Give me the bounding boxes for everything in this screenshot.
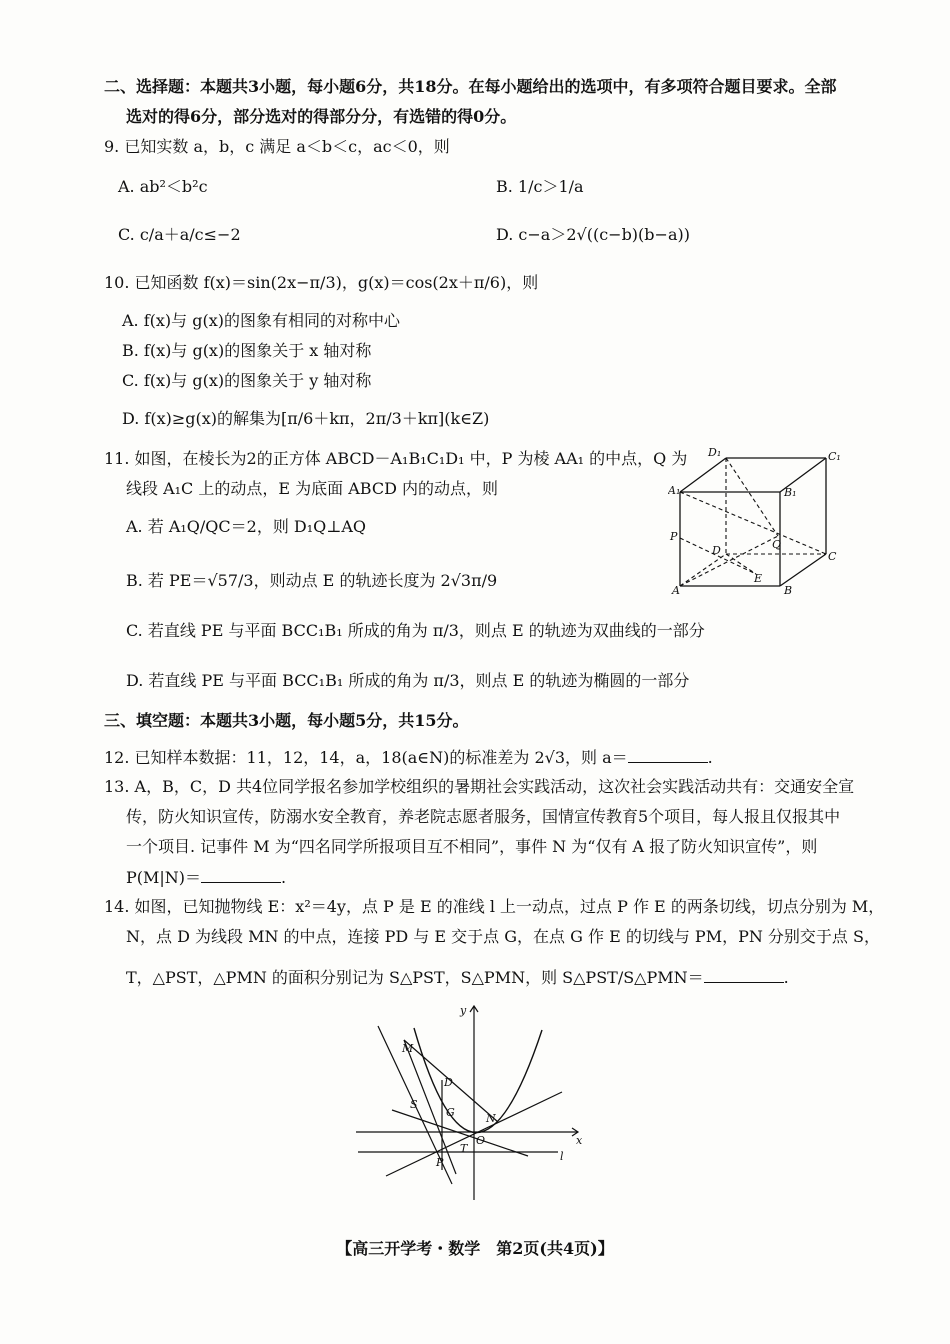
fig-label-x: x (576, 1134, 583, 1147)
cube-label-a1: A₁ (668, 484, 681, 497)
cube-label-b1: B₁ (784, 486, 797, 499)
q14-line1: 14. 如图，已知抛物线 E：x²＝4y，点 P 是 E 的准线 l 上一动点，过点 P 作 E 的两条切线，切点分别为 M， (104, 897, 885, 916)
cube-label-p: P (670, 530, 678, 543)
cube-label-c1: C₁ (828, 450, 841, 463)
q13-line3: 一个项目. 记事件 M 为“四名同学所报项目互不相同”，事件 N 为“仅有 A 报了防火知识宣传”，则 (126, 837, 818, 856)
cube-label-a: A (672, 584, 680, 597)
q12-answer-blank[interactable] (628, 746, 708, 763)
q12-text: 12. 已知样本数据：11，12，14，a，18(a∈N)的标准差为 2√3，则 a＝ (104, 748, 628, 767)
fig-label-y: y (460, 1004, 467, 1017)
q12-stem (104, 746, 713, 769)
q9-option-c: C. c/a＋a/c≤−2 (118, 225, 241, 244)
fig-label-s: S (410, 1098, 418, 1111)
q11-stem-line1: 11. 如图，在棱长为2的正方体 ABCD－A₁B₁C₁D₁ 中，P 为棱 AA₁ 的中点，Q 为 (104, 449, 688, 468)
q9-stem: 9. 已知实数 a，b，c 满足 a＜b＜c，ac＜0，则 (104, 137, 450, 156)
cube-label-q: Q (772, 538, 782, 551)
section3-heading: 三、填空题：本题共3小题，每小题5分，共15分。 (104, 711, 469, 730)
fig-label-n: N (486, 1112, 496, 1125)
q9-option-b: B. 1/c＞1/a (496, 177, 584, 196)
fig-label-m: M (402, 1042, 414, 1055)
cube-figure (668, 444, 848, 600)
section2-heading-line1: 二、选择题：本题共3小题，每小题6分，共18分。在每小题给出的选项中，有多项符合题目要求。全部 (104, 77, 837, 96)
cube-label-c: C (828, 550, 837, 563)
q11-option-a: A. 若 A₁Q/QC＝2，则 D₁Q⊥AQ (126, 517, 366, 536)
section2-heading-line2: 选对的得6分，部分选对的得部分分，有选错的得0分。 (126, 107, 517, 126)
fig-label-t: T (460, 1142, 468, 1155)
cube-label-d: D (712, 544, 721, 557)
q12-end: . (707, 748, 713, 767)
parabola-figure (352, 1000, 588, 1206)
q14-line2: N，点 D 为线段 MN 的中点，连接 PD 与 E 交于点 G，在点 G 作 E 的切线与 PM，PN 分别交于点 S， (126, 927, 880, 946)
q13-end: . (281, 868, 287, 887)
q9-option-d: D. c−a＞2√((c−b)(b−a)) (496, 225, 690, 244)
cube-label-b: B (784, 584, 793, 597)
q14-line3 (126, 966, 789, 989)
q10-stem: 10. 已知函数 f(x)＝sin(2x−π/3)，g(x)＝cos(2x＋π/6)，则 (104, 273, 539, 292)
q13-line1: 13. A，B，C，D 共4位同学报名参加学校组织的暑期社会实践活动，这次社会实践活动共有：交通安全宣 (104, 777, 855, 796)
fig-label-p: P (436, 1156, 444, 1169)
q9-option-a: A. ab²＜b²c (118, 177, 208, 196)
q11-option-d: D. 若直线 PE 与平面 BCC₁B₁ 所成的角为 π/3，则点 E 的轨迹为椭圆的一部分 (126, 671, 690, 690)
cube-label-d1: D₁ (708, 446, 722, 459)
q13-line4 (126, 866, 286, 889)
page-footer: 【高三开学考・数学 第2页(共4页)】 (336, 1239, 614, 1258)
q14-text: T，△PST，△PMN 的面积分别记为 S△PST，S△PMN，则 S△PST/S△PMN＝ (126, 968, 704, 987)
cube-label-e: E (754, 572, 763, 585)
fig-label-g: G (446, 1106, 455, 1119)
q11-stem-line2: 线段 A₁C 上的动点，E 为底面 ABCD 内的动点，则 (126, 479, 499, 498)
q11-option-c: C. 若直线 PE 与平面 BCC₁B₁ 所成的角为 π/3，则点 E 的轨迹为双曲线的一部分 (126, 621, 705, 640)
q10-option-a: A. f(x)与 g(x)的图象有相同的对称中心 (122, 311, 400, 330)
fig-label-d: D (444, 1076, 453, 1089)
q13-answer-blank[interactable] (201, 866, 281, 883)
q11-option-b: B. 若 PE＝√57/3，则动点 E 的轨迹长度为 2√3π/9 (126, 571, 498, 590)
q10-option-d: D. f(x)≥g(x)的解集为[π/6＋kπ，2π/3＋kπ](k∈Z) (122, 409, 490, 428)
q14-end: . (783, 968, 789, 987)
q10-option-c: C. f(x)与 g(x)的图象关于 y 轴对称 (122, 371, 372, 390)
q10-option-b: B. f(x)与 g(x)的图象关于 x 轴对称 (122, 341, 372, 360)
q13-text: P(M|N)＝ (126, 868, 202, 887)
fig-label-l: l (560, 1150, 564, 1163)
q14-answer-blank[interactable] (704, 966, 784, 983)
fig-label-o: O (476, 1134, 486, 1147)
q13-line2: 传，防火知识宣传，防溺水安全教育，养老院志愿者服务，国情宣传教育5个项目，每人报且仅报其中 (126, 807, 841, 826)
